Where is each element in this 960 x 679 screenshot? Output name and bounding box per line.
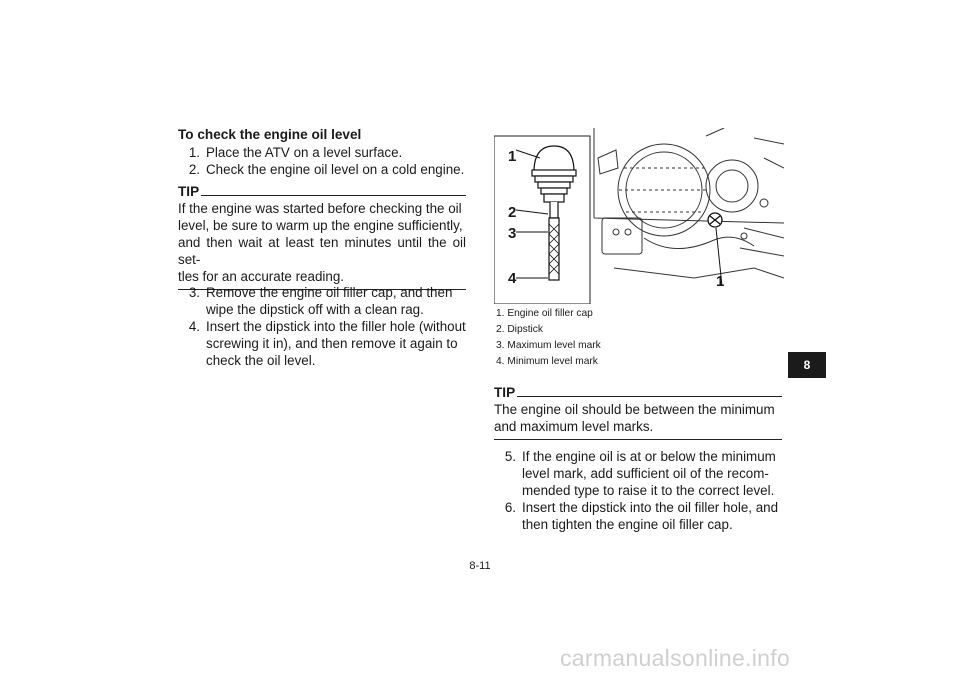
step-3 [178, 284, 466, 318]
step-number: 6. [504, 500, 516, 515]
callout-4: 4 [508, 270, 517, 287]
step-1 [178, 144, 466, 161]
step-text: Check the engine oil level on a cold engine. [206, 162, 465, 177]
tip-rule [517, 396, 782, 397]
step-6 [494, 499, 782, 533]
callout-1-engine: 1 [716, 273, 725, 290]
step-line: mended type to raise it to the correct level. [522, 483, 775, 498]
figure-captions [496, 306, 601, 370]
engine-illustration [494, 128, 784, 304]
callout-3: 3 [508, 225, 517, 242]
watermark: carmanualsonline.info [560, 645, 791, 671]
page-number: 8-11 [469, 560, 491, 572]
tip-body [178, 200, 466, 285]
tip-header [494, 385, 782, 400]
step-number: 4. [188, 319, 200, 334]
step-text: Place the ATV on a level surface. [206, 145, 403, 160]
caption-item: 1. Engine oil filler cap [496, 308, 593, 319]
tip-end-rule [494, 439, 782, 440]
step-line: screwing it in), and then remove it again to [206, 336, 458, 351]
step-number: 5. [504, 449, 516, 464]
step-line: Insert the dipstick into the oil filler hole, and [522, 500, 779, 515]
step-5 [494, 448, 782, 499]
steps-list-a [178, 144, 466, 178]
step-text [206, 318, 466, 369]
step-2 [178, 161, 466, 178]
caption-item: 2. Dipstick [496, 324, 543, 335]
tip-line: The engine oil should be between the minimum [494, 402, 775, 417]
tip-box-1 [178, 184, 466, 290]
step-text [206, 284, 466, 318]
step-line: Remove the engine oil filler cap, and then [206, 285, 453, 300]
section-title: To check the engine oil level [178, 127, 362, 142]
tip-line: and maximum level marks. [494, 419, 654, 434]
step-4 [178, 318, 466, 369]
chapter-tab: 8 [788, 352, 826, 378]
step-number: 2. [188, 162, 200, 177]
step-line: If the engine oil is at or below the minimum [522, 449, 776, 464]
tip-line: level, be sure to warm up the engine sufficiently, [178, 218, 463, 233]
engine-filler-cap [708, 213, 722, 227]
tip-line: If the engine was started before checking the oil [178, 201, 462, 216]
tip-line: and then wait at least ten minutes until the oil set- [178, 235, 466, 267]
caption-item: 3. Maximum level mark [496, 340, 601, 351]
step-line: check the oil level. [206, 353, 316, 368]
step-line: wipe the dipstick off with a clean rag. [206, 302, 424, 317]
step-line: Insert the dipstick into the filler hole (without [206, 319, 466, 334]
caption-item: 4. Minimum level mark [496, 356, 598, 367]
tip-rule [201, 195, 466, 196]
step-line: level mark, add sufficient oil of the recom- [522, 466, 769, 481]
callout-1: 1 [508, 148, 517, 165]
callout-2: 2 [508, 204, 517, 221]
step-text [522, 499, 782, 533]
steps-list-c [494, 448, 782, 533]
tip-label: TIP [494, 385, 516, 400]
tip-line: tles for an accurate reading. [178, 269, 344, 284]
steps-list-b [178, 284, 466, 369]
step-number: 3. [188, 285, 200, 300]
tip-header [178, 184, 466, 199]
step-number: 1. [188, 145, 200, 160]
tip-box-2 [494, 385, 782, 440]
tip-body [494, 401, 782, 435]
tip-label: TIP [178, 184, 200, 199]
engine-oil-figure [494, 128, 784, 304]
step-text [522, 448, 782, 499]
step-line: then tighten the engine oil filler cap. [522, 517, 733, 532]
